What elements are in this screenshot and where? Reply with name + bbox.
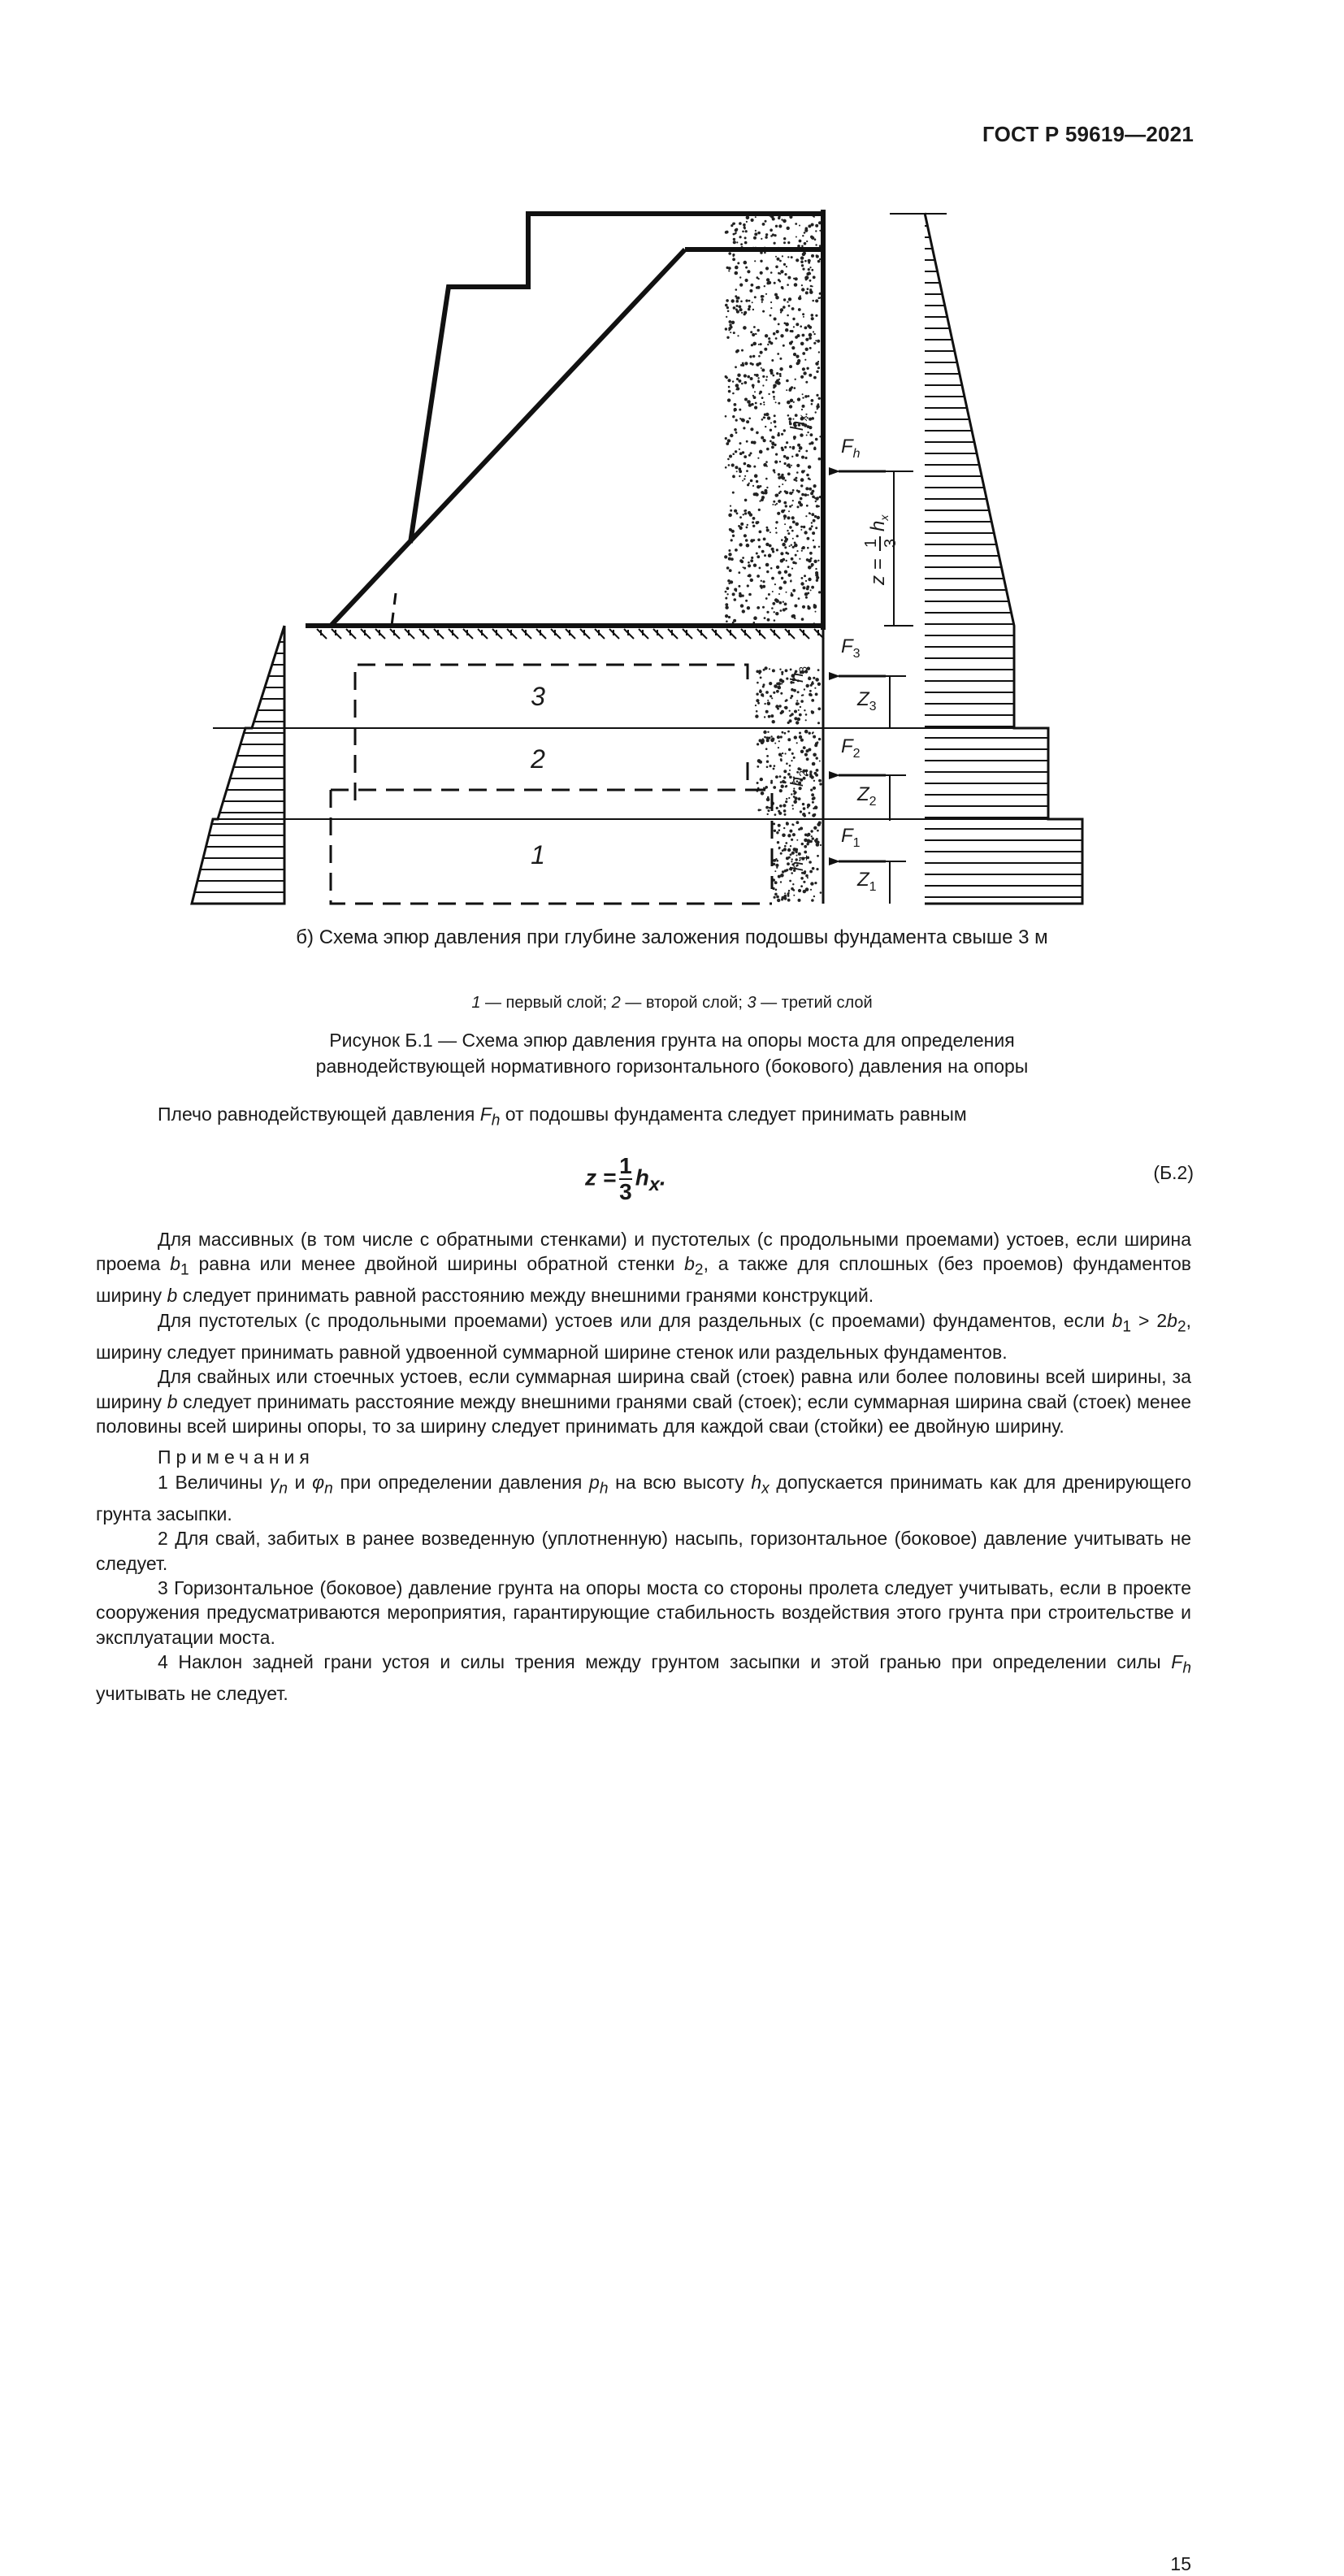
formula-number: (Б.2) bbox=[1153, 1162, 1194, 1183]
figure-caption-line-1: Рисунок Б.1 — Схема эпюр давления грунта на опоры моста для определения bbox=[329, 1030, 1015, 1051]
height-h2-label: $h_2$ bbox=[787, 770, 809, 787]
figure-caption-line-2: равнодействующей нормативного горизонтального (бокового) давления на опоры bbox=[315, 1056, 1029, 1077]
arm-Z2-label: $Z_2$ bbox=[857, 783, 877, 809]
intro-line: Плечо равнодействующей давления $F_h$ от подошвы фундамента следует принимать равным bbox=[158, 1104, 967, 1130]
sub-caption: б) Схема эпюр давления при глубине заложения подошвы фундамента свыше 3 м bbox=[296, 926, 1048, 948]
height-h1-label: $h_1$ bbox=[787, 854, 809, 871]
note-4: 4 Наклон задней грани устоя и силы трения между грунтом засыпки и этой гранью при определении силы $F_h$ учитывать не следует. bbox=[96, 1651, 1191, 1705]
svg-text:3: 3 bbox=[882, 538, 900, 548]
ground-hatching bbox=[317, 629, 824, 639]
force-Fh-label: $F_h$ bbox=[841, 436, 861, 461]
force-F2-label: $F_2$ bbox=[841, 735, 861, 761]
note-3: 3 Горизонтальное (боковое) давление грунта на опоры моста со стороны пролета следует учитывать, если в проекте сооружения предусматриваются мероприятия, гарантирующие стабильность воздействия этого грунта при строительстве и эксплуатации моста. bbox=[96, 1577, 1191, 1648]
svg-text:1: 1 bbox=[862, 538, 880, 548]
abutment-hidden-line bbox=[392, 593, 396, 626]
paragraph-1: Для массивных (в том числе с обратными стенками) и пустотелых (с продольными проемами) устоев, если ширина проема $b_1$ равна или менее двойной ширины обратной стенки $b_2$, а также для сплошных (без проемов) фундаментов ширину b следует принимать равной расстоянию между внешними гранями конструкций. bbox=[96, 1229, 1191, 1307]
paragraph-2: Для пустотелых (с продольными проемами) устоев или для раздельных (с проемами) фундаментов, если $b_1 > 2b_2$, ширину следует принимать равной удвоенной суммарной ширине стенок или раздельных фундаментов. bbox=[96, 1309, 1191, 1363]
arm-Z3-label: $Z_3$ bbox=[857, 688, 877, 713]
pressure-diagram bbox=[0, 0, 1344, 918]
layer-3-label: 3 bbox=[531, 682, 545, 711]
figure-legend: 1 — первый слой; 2 — второй слой; 3 — третий слой bbox=[471, 994, 873, 1012]
layer-1-label: 1 bbox=[531, 840, 545, 870]
document-id: ГОСТ Р 59619—2021 bbox=[982, 122, 1194, 146]
svg-text:hx: $h_x$ bbox=[867, 514, 891, 531]
height-h3-label: $h_3$ bbox=[787, 666, 809, 683]
figure-caption bbox=[0, 1027, 1344, 1079]
left-pressure-diagram bbox=[192, 626, 284, 904]
svg-text:z =: z = bbox=[867, 558, 889, 585]
note-1: 1 Величины $\gamma_n$ и $\varphi_n$ при определении давления $p_h$ на всю высоту $h_x$ допускается принимать как для дренирующего грунта засыпки. bbox=[96, 1471, 1191, 1524]
right-pressure-diagram bbox=[925, 213, 1082, 904]
arm-Z1-label: $Z_1$ bbox=[857, 869, 877, 894]
force-F3-label: $F_3$ bbox=[841, 635, 861, 661]
abutment-outline bbox=[306, 210, 823, 630]
dimension-lines bbox=[882, 471, 913, 904]
height-hx-label: $h_x$ bbox=[787, 414, 809, 431]
layer-2-label: 2 bbox=[531, 744, 545, 774]
force-F1-label: $F_1$ bbox=[841, 825, 861, 850]
body-text bbox=[96, 1227, 1192, 2574]
note-2: 2 Для свай, забитых в ранее возведенную (уплотненную) насыпь, горизонтальное (боковое) давление учитывать не следует. bbox=[96, 1528, 1191, 1574]
foundation-outline bbox=[331, 665, 772, 904]
formula-B2: z = $\frac{1}{3}$ $h_x$. bbox=[585, 1153, 666, 1204]
notes-heading: Примечания bbox=[158, 1446, 314, 1468]
paragraph-3: Для свайных или стоечных устоев, если суммарная ширина свай (стоек) равна или более половины всей ширины, за ширину b следует принимать расстояние между внешними гранями свай (стоек); если суммарная ширина свай (стоек) менее половины всей ширины опоры, то за ширину следует принимать для каждой сваи (стойки) ее двойную ширину. bbox=[96, 1366, 1192, 1438]
page-number: 15 bbox=[1170, 2553, 1191, 2574]
